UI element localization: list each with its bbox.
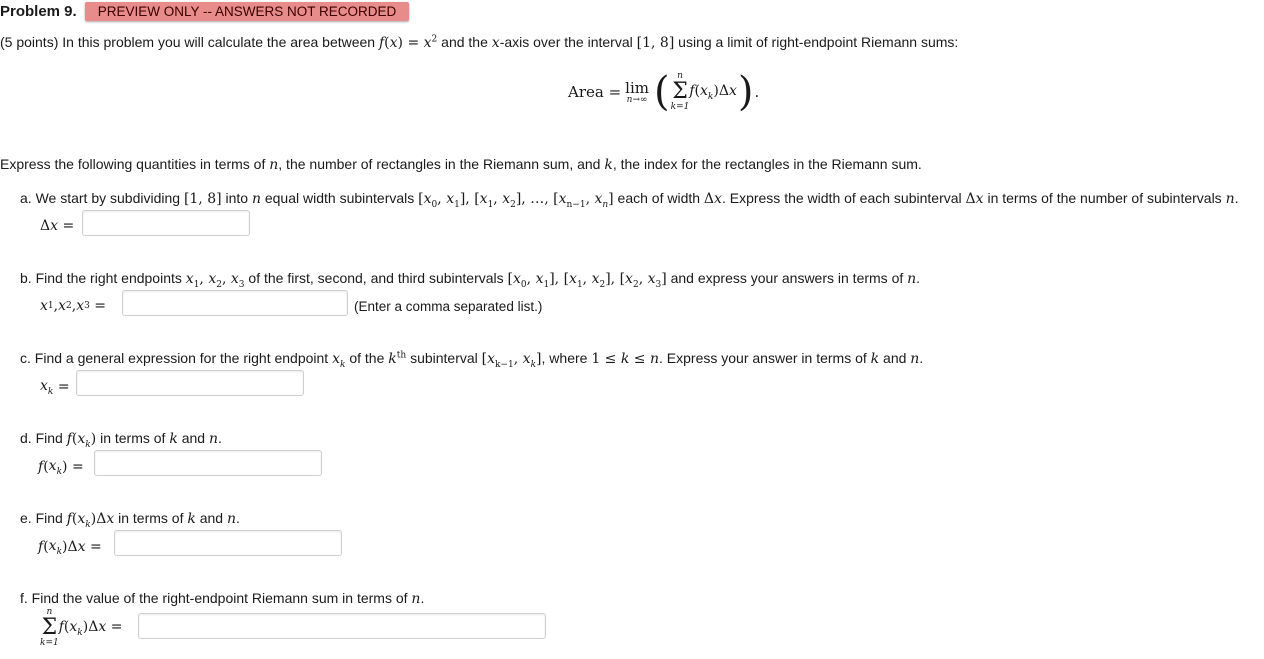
- part-b-label: x 1 , x 2 , x 3 =: [40, 298, 107, 314]
- part-d-label: f ( $x_k$ ) =: [38, 458, 84, 477]
- part-a-label: Δ x =: [40, 218, 75, 234]
- part-c-question: c. Find a general expression for the right endpoint $x_k$ of the $k^{th}$ subinterval [$x_{k-1}$, $x_k$], where 1 ≤ k ≤ n. Express your answer in terms of k and n.: [20, 350, 924, 370]
- part-b-input[interactable]: [122, 290, 348, 316]
- problem-header: [0, 0, 409, 22]
- part-a-question: a. We start by subdividing [1, 8] into n equal width subintervals [$x_0$, $x_1$], [$x_1$, $x_2$], …, [$x_{n-1}$, $x_n$] each of width Δx. Express the width of each subinterval Δx in terms of the number of subintervals n.: [20, 190, 1239, 210]
- part-a-input[interactable]: [82, 210, 250, 236]
- part-f-input[interactable]: [138, 613, 546, 639]
- part-c-label: $x_k$ =: [40, 378, 70, 397]
- part-d-question: d. Find $f(x_k)$ in terms of k and n.: [20, 430, 222, 450]
- instructions-text: Express the following quantities in terms of n, the number of rectangles in the Riemann sum, and k, the index for the rectangles in the Riemann sum.: [0, 156, 922, 173]
- part-e-input[interactable]: [114, 530, 342, 556]
- intro-text: (5 points) In this problem you will calculate the area between $f(x) = x^2$ and the x-axis over the interval [1, 8] using a limit of right-endpoint Riemann sums:: [0, 34, 959, 51]
- part-e-question: e. Find $f(x_k)\Delta x$ in terms of k and n.: [20, 510, 240, 530]
- problem-title: Problem 9.: [0, 2, 77, 20]
- part-d-input[interactable]: [94, 450, 322, 476]
- area-formula: Area = lim n→∞ ( n Σ k=1 $f(x_k)\Delta x$ ) .: [568, 69, 760, 115]
- part-f-question: f. Find the value of the right-endpoint Riemann sum in terms of n.: [20, 590, 425, 607]
- part-f-label: n Σ k=1 $f(x_k)\Delta x$ =: [40, 607, 123, 648]
- part-b-hint: (Enter a comma separated list.): [354, 299, 543, 314]
- part-e-label: f ( $x_k$ )Δ x =: [38, 538, 102, 557]
- part-b-question: b. Find the right endpoints $x_1$, $x_2$, $x_3$ of the first, second, and third subintervals [$x_0$, $x_1$], [$x_1$, $x_2$], [$x_2$, $x_3$] and express your answers in terms of n.: [20, 270, 921, 290]
- preview-badge: PREVIEW ONLY -- ANSWERS NOT RECORDED: [85, 2, 410, 21]
- part-c-input[interactable]: [76, 370, 304, 396]
